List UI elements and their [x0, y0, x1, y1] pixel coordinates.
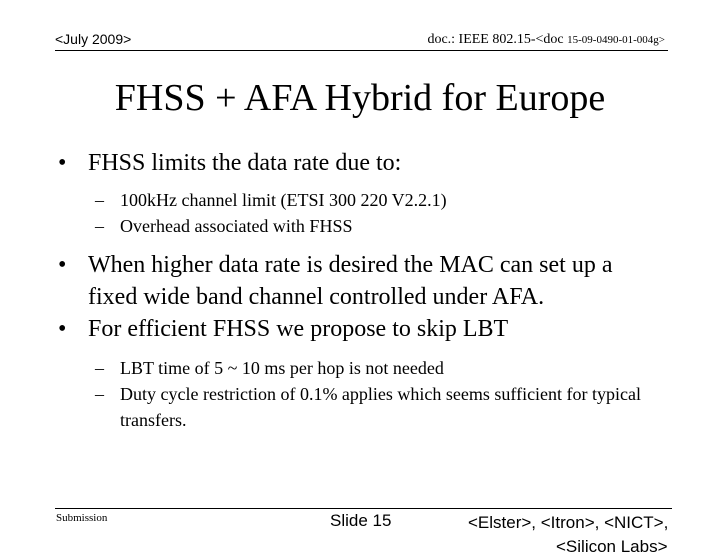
footer-submission: Submission	[56, 512, 108, 524]
header-doc-prefix: doc.: IEEE 802.15-<doc	[427, 32, 568, 47]
sub-bullet-text: Duty cycle restriction of 0.1% applies which seems sufficient for typical transfers.	[120, 384, 642, 430]
dash-icon: –	[95, 358, 104, 378]
header-doc-id	[427, 32, 665, 48]
header-divider	[55, 50, 668, 51]
sub-bullet-text: LBT time of 5 ~ 10 ms per hop is not needed	[120, 358, 444, 378]
bullet-dot-icon: •	[58, 150, 67, 176]
bullet-dot-icon: •	[58, 252, 67, 278]
bullet-item	[58, 147, 658, 179]
bullet-dot-icon: •	[58, 316, 67, 342]
bullet-item	[58, 249, 658, 313]
bullet-text: FHSS limits the data rate due to:	[88, 150, 402, 176]
slide-number: Slide 15	[330, 511, 392, 530]
slide-title: FHSS + AFA Hybrid for Europe	[114, 77, 606, 119]
header-doc-number: 15-09-0490-01-004g>	[567, 34, 665, 46]
bullet-text: For efficient FHSS we propose to skip LBT	[88, 316, 509, 342]
slide-body	[58, 147, 658, 433]
footer-authors-line1: <Elster>, <Itron>, <NICT>,	[468, 513, 669, 532]
dash-icon: –	[95, 216, 104, 236]
sub-bullet-item	[58, 355, 658, 381]
sub-bullet-text: Overhead associated with FHSS	[120, 216, 353, 236]
footer-authors	[468, 511, 708, 559]
bullet-text: When higher data rate is desired the MAC can set up a fixed wide band channel controlled under AFA.	[88, 252, 613, 310]
sub-bullet-text: 100kHz channel limit (ETSI 300 220 V2.2.1)	[120, 190, 447, 210]
footer-divider	[55, 508, 672, 509]
dash-icon: –	[95, 190, 104, 210]
sub-bullet-item	[58, 381, 658, 433]
bullet-item	[58, 313, 658, 345]
footer-authors-line2: <Silicon Labs>	[556, 537, 668, 556]
dash-icon: –	[95, 384, 104, 404]
sub-bullet-item	[58, 187, 658, 213]
header-date: <July 2009>	[55, 31, 132, 47]
sub-bullet-item	[58, 213, 658, 239]
